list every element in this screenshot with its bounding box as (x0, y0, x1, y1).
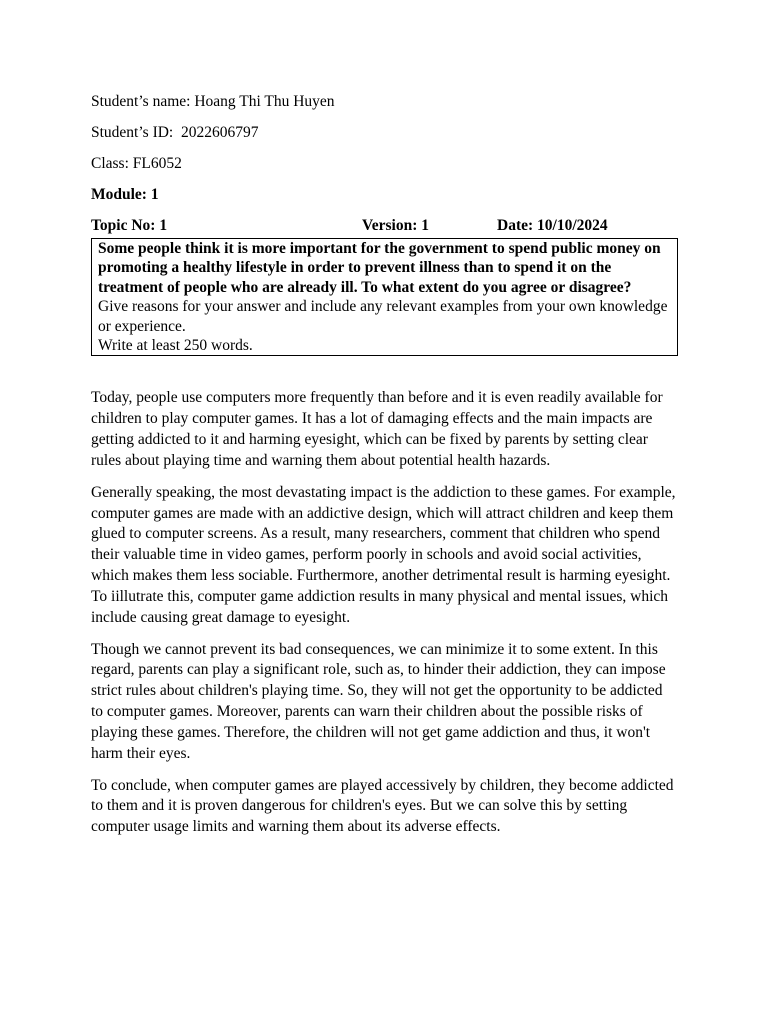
prompt-instruction: Give reasons for your answer and include any relevant examples from your own knowledge or experience. (98, 298, 668, 335)
date-line: Date: 10/10/2024 (497, 216, 608, 234)
module-line: Module: 1 (91, 185, 159, 203)
essay-paragraph: To conclude, when computer games are played accessively by children, they become addicted to them and it is proven dangerous for children's eyes. But we can solve this by setting computer usage limits and warning them about its adverse effects. (91, 776, 674, 836)
prompt-question: Some people think it is more important for the government to spend public money on promoting a healthy lifestyle in order to prevent illness than to spend it on the treatment of people who are already ill. To what extent do you agree or disagree? (98, 239, 661, 296)
essay-body (91, 388, 678, 838)
document-page (91, 92, 678, 849)
student-name: Student’s name: Hoang Thi Thu Huyen (91, 93, 335, 110)
prompt-box (91, 238, 678, 356)
essay-paragraph: Though we cannot prevent its bad consequences, we can minimize it to some extent. In this regard, parents can play a significant role, such as, to hinder their addiction, they can impose strict rules about children's playing time. So, they will not get the opportunity to be addicted to computer games. Moreover, parents can warn their children about the possible risks of playing these games. Therefore, the children will not get game addiction and thus, it won't harm their eyes. (91, 640, 666, 763)
topic-version-date-row (91, 216, 678, 237)
class-line: Class: FL6052 (91, 154, 182, 172)
topic-number: Topic No: 1 (91, 216, 168, 234)
version-number: Version: 1 (362, 216, 430, 234)
essay-paragraph: Today, people use computers more frequently than before and it is even readily available for children to play computer games. It has a lot of damaging effects and the main impacts are getting addicted to it and harming eyesight, which can be fixed by parents by setting clear rules about playing time and warning them about potential health hazards. (91, 389, 663, 470)
prompt-word-limit: Write at least 250 words. (98, 336, 253, 354)
essay-paragraph: Generally speaking, the most devastating impact is the addiction to these games. For example, computer games are made with an addictive design, which will attract children and keep them glued to computer screens. As a result, many researchers, comment that children who spend their valuable time in video games, perform poorly in schools and avoid social activities, which makes them less sociable. Furthermore, another detrimental result is harming eyesight. To iillutrate this, computer game addiction results in many physical and mental issues, which include causing great damage to eyesight. (91, 483, 676, 627)
student-id: Student’s ID: 2022606797 (91, 123, 259, 141)
